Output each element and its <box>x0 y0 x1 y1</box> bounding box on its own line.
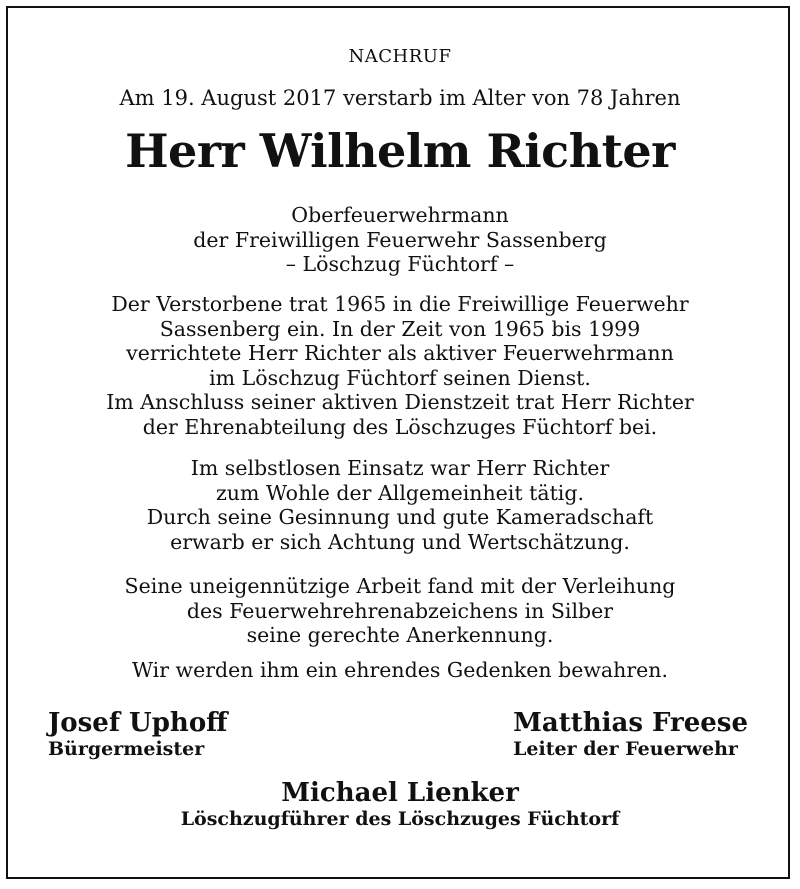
text-line: Im Anschluss seiner aktiven Dienstzeit trat Herr Richter <box>106 390 694 414</box>
text-line: Seine uneigennützige Arbeit fand mit der Verleihung <box>124 574 676 598</box>
text-line: Durch seine Gesinnung und gute Kameradschaft <box>146 505 654 529</box>
text-line: Der Verstorbene trat 1965 in die Freiwillige Feuerwehr <box>111 292 689 316</box>
text-line: seine gerechte Anerkennung. <box>246 623 554 647</box>
closing-line: Wir werden ihm ein ehrendes Gedenken bewahren. <box>131 658 669 682</box>
signature-platoon-leader <box>0 778 800 830</box>
signature-mayor <box>48 708 228 760</box>
signature-fire-chief <box>513 708 748 760</box>
text-line: Im selbstlosen Einsatz war Herr Richter <box>190 456 610 480</box>
signatory-name: Michael Lienker <box>281 778 519 808</box>
text-line: erwarb er sich Achtung und Wertschätzung. <box>170 529 630 554</box>
signatory-role: Löschzugführer des Löschzuges Füchtorf <box>180 808 620 830</box>
notice-heading: NACHRUF <box>348 46 452 67</box>
text-line: der Ehrenabteilung des Löschzuges Füchtorf bei. <box>142 414 658 439</box>
signatory-role: Bürgermeister <box>48 738 205 760</box>
paragraph-commitment <box>0 456 800 554</box>
paragraph-award <box>0 574 800 648</box>
deceased-title <box>0 203 800 277</box>
paragraph-service <box>0 292 800 439</box>
text-line: des Feuerwehrehrenabzeichens in Silber <box>186 598 614 623</box>
text-line: verrichtete Herr Richter als aktiver Feuerwehrmann <box>126 341 674 365</box>
deceased-name: Herr Wilhelm Richter <box>125 124 675 178</box>
signatory-name: Matthias Freese <box>513 708 748 738</box>
title-line: – Löschzug Füchtorf – <box>285 252 515 276</box>
notice-intro: Am 19. August 2017 verstarb im Alter von 78 Jahren <box>119 86 681 110</box>
text-line: im Löschzug Füchtorf seinen Dienst. <box>209 365 591 390</box>
title-line: der Freiwilligen Feuerwehr Sassenberg <box>193 227 607 252</box>
text-line: Sassenberg ein. In der Zeit von 1965 bis 1999 <box>159 316 641 341</box>
signatory-name: Josef Uphoff <box>48 708 228 738</box>
signatory-role: Leiter der Feuerwehr <box>513 738 738 760</box>
title-line: Oberfeuerwehrmann <box>291 203 509 227</box>
text-line: zum Wohle der Allgemeinheit tätig. <box>216 480 584 505</box>
